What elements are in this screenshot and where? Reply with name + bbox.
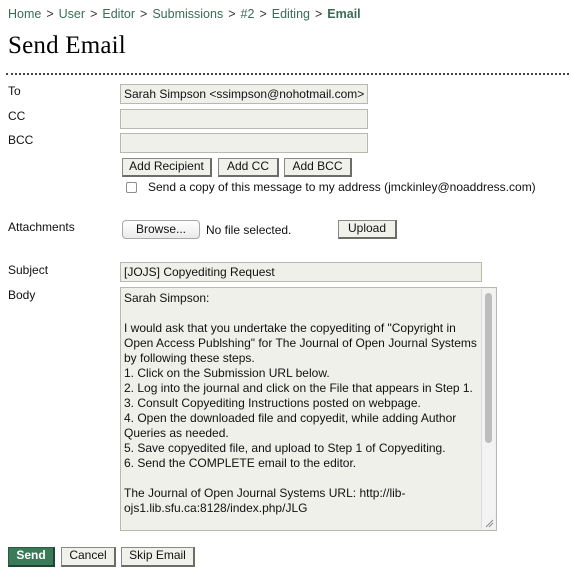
send-copy-checkbox[interactable]: [126, 182, 137, 193]
add-recipient-button[interactable]: Add Recipient: [122, 158, 212, 177]
scrollbar-thumb[interactable]: [485, 293, 492, 443]
cc-label: CC: [8, 109, 26, 123]
file-status: No file selected.: [206, 223, 292, 237]
breadcrumb-separator: >: [90, 7, 98, 21]
browse-button[interactable]: Browse...: [122, 220, 200, 239]
body-scrollbar[interactable]: [481, 289, 495, 529]
cancel-button[interactable]: Cancel: [61, 547, 116, 567]
cc-field[interactable]: [120, 109, 368, 129]
bcc-label: BCC: [8, 133, 34, 147]
subject-field[interactable]: [JOJS] Copyediting Request: [120, 262, 482, 282]
add-cc-button[interactable]: Add CC: [218, 158, 279, 177]
breadcrumb-separator: >: [228, 7, 236, 21]
breadcrumb-editor-link[interactable]: Editor: [102, 7, 136, 21]
breadcrumb-home-link[interactable]: Home: [8, 7, 42, 21]
breadcrumb: [8, 7, 361, 21]
breadcrumb-separator: >: [259, 7, 267, 21]
body-label: Body: [8, 288, 36, 302]
resize-grip-icon[interactable]: [484, 518, 494, 528]
send-button[interactable]: Send: [8, 547, 55, 567]
add-bcc-button[interactable]: Add BCC: [284, 158, 352, 177]
breadcrumb-separator: >: [140, 7, 148, 21]
breadcrumb-user-link[interactable]: User: [58, 7, 86, 21]
body-text: Sarah Simpson: I would ask that you undertake the copyediting of "Copyright in Open Access Publshing" for The Journal of Open Journal Systems by following these steps. 1. Click on the Submission URL below. 2. Log into the journal and click on the File that appears in Step 1. 3. Consult Copyediting Instructions posted on webpage. 4. Open the downloaded file and copyedit, while adding Author Queries as needed. 5. Save copyedited file, and upload to Step 1 of Copyediting. 6. Send the COMPLETE email to the editor. The Journal of Open Journal Systems URL: http://lib-ojs1.lib.sfu.ca:8128/index.php/JLG: [124, 291, 477, 515]
breadcrumb-separator: >: [314, 7, 323, 21]
breadcrumb-separator: >: [46, 7, 54, 21]
upload-button[interactable]: Upload: [338, 220, 397, 239]
body-textarea[interactable]: [120, 287, 497, 531]
skip-email-button[interactable]: Skip Email: [121, 547, 195, 567]
breadcrumb-submission-link[interactable]: #2: [240, 7, 255, 21]
breadcrumb-submissions-link[interactable]: Submissions: [152, 7, 224, 21]
bcc-field[interactable]: [120, 133, 368, 153]
breadcrumb-current-email[interactable]: Email: [327, 7, 361, 21]
subject-label: Subject: [8, 263, 49, 277]
send-copy-label: Send a copy of this message to my address (jmckinley@noaddress.com): [148, 180, 536, 194]
breadcrumb-editing-link[interactable]: Editing: [271, 7, 310, 21]
title-divider: [6, 73, 569, 75]
to-field[interactable]: Sarah Simpson <ssimpson@nohotmail.com>: [120, 84, 368, 104]
attachments-label: Attachments: [8, 220, 75, 234]
page-title: Send Email: [8, 32, 126, 59]
to-label: To: [8, 84, 21, 98]
